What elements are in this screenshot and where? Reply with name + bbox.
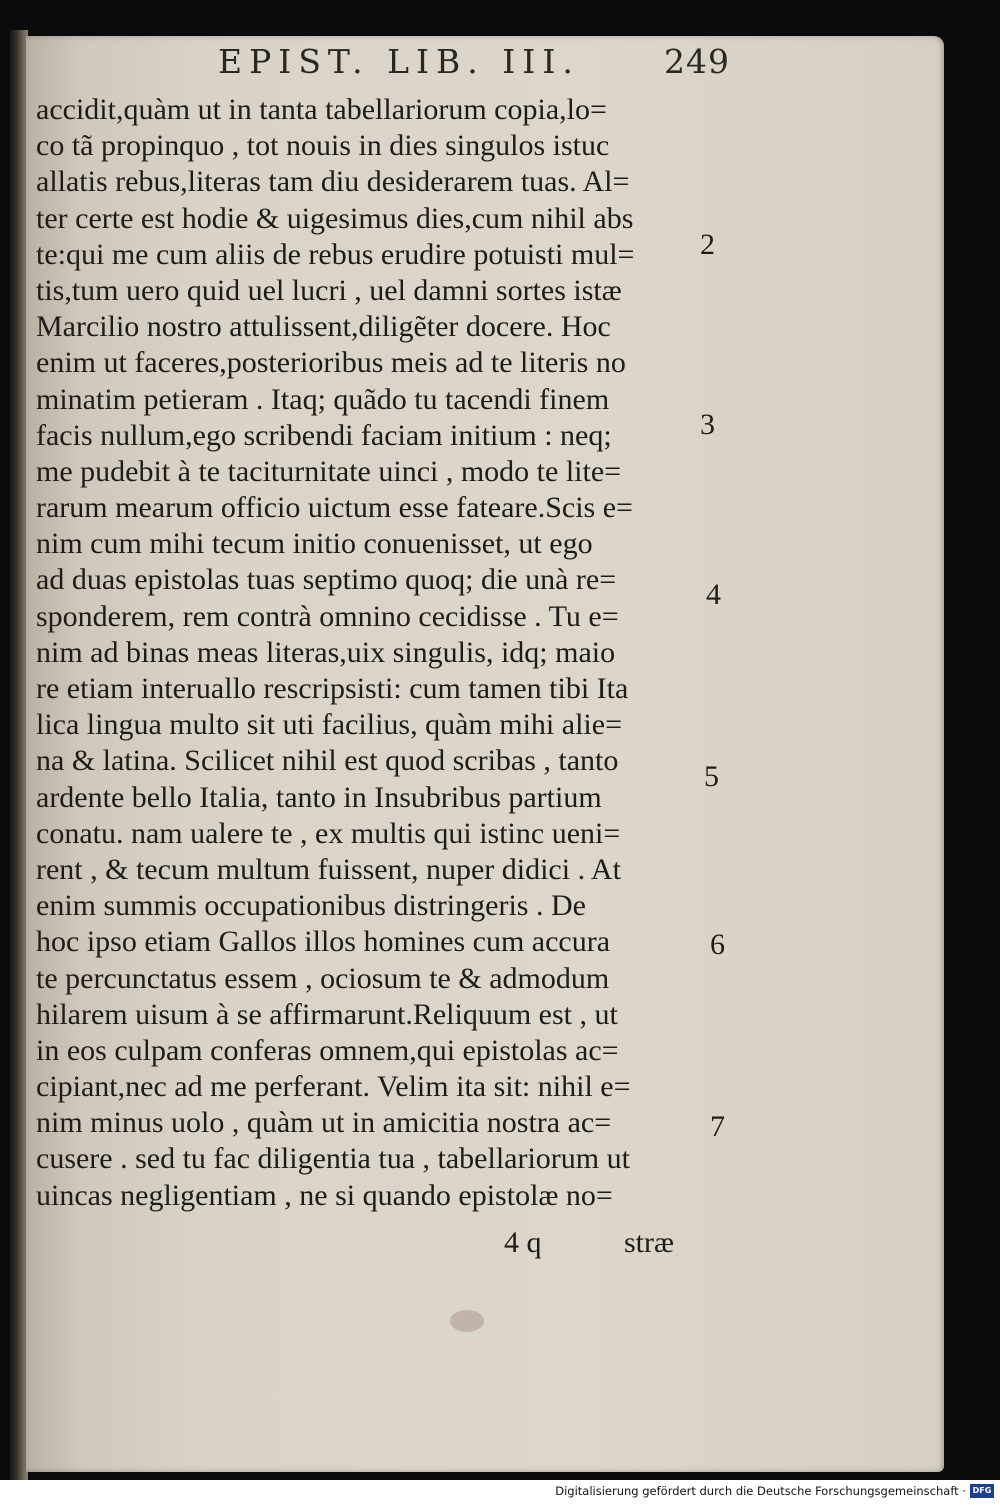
page-header <box>190 42 730 92</box>
text-line: hoc ipso etiam Gallos illos homines cum accura <box>36 925 611 959</box>
marginal-number: 5 <box>704 760 719 793</box>
text-line: nim cum mihi tecum initio conuenisset, ut ego <box>36 527 593 561</box>
text-line: enim summis occupationibus distringeris . De <box>36 889 586 923</box>
text-line: ardente bello Italia, tanto in Insubribus partium <box>36 780 602 814</box>
running-head: EPIST. LIB. III. <box>218 42 580 81</box>
catchline <box>36 1226 706 1266</box>
text-line: enim ut faceres,posterioribus meis ad te literis no <box>36 346 626 380</box>
text-line: nim ad binas meas literas,uix singulis, idq; maio <box>36 635 616 669</box>
signature-mark: 4 q <box>504 1226 542 1259</box>
text-line: conatu. nam ualere te , ex multis qui istinc ueni= <box>36 816 621 850</box>
text-line: sponderem, rem contrà omnino cecidisse . Tu e= <box>36 599 619 633</box>
text-line: re etiam interuallo rescripsisti: cum tamen tibi Ita <box>36 672 629 705</box>
text-line: te percunctatus essem , ociosum te & admodum <box>36 961 610 995</box>
dfg-logo: DFG <box>970 1484 994 1498</box>
text-line: na & latina. Scilicet nihil est quod scribas , tanto <box>36 744 619 778</box>
body-text <box>36 92 706 1214</box>
ink-stain <box>450 1310 484 1332</box>
digitization-credit: Digitalisierung gefördert durch die Deutsche Forschungsgemeinschaft · <box>555 1484 966 1498</box>
text-line: allatis rebus,literas tam diu desiderarem tuas. Al= <box>36 165 630 199</box>
text-line: ad duas epistolas tuas septimo quoq; die unà re= <box>36 563 617 597</box>
text-line: facis nullum,ego scribendi faciam initium : neq; <box>36 418 612 452</box>
marginal-number: 2 <box>700 228 715 261</box>
text-line: cipiant,nec ad me perferant. Velim ita sit: nihil e= <box>36 1070 631 1104</box>
marginal-number: 7 <box>710 1110 725 1143</box>
text-line: me pudebit à te taciturnitate uinci , modo te lite= <box>36 454 622 488</box>
text-line: te:qui me cum aliis de rebus erudire potuisti mul= <box>36 237 635 271</box>
text-line: tis,tum uero quid uel lucri , uel damni sortes istæ <box>36 273 622 307</box>
text-line: co tã propinquo , tot nouis in dies singulos istuc <box>36 129 610 163</box>
text-line: rent , & tecum multum fuissent, nuper didici . At <box>36 852 621 886</box>
text-line: rarum mearum officio uictum esse fateare.Scis e= <box>36 491 633 525</box>
text-line: accidit,quàm ut in tanta tabellariorum copia,lo= <box>36 93 607 126</box>
text-line: hilarem uisum à se affirmarunt.Reliquum est , ut <box>36 997 618 1031</box>
text-line: in eos culpam conferas omnem,qui epistolas ac= <box>36 1033 619 1067</box>
folio-number: 249 <box>664 42 730 81</box>
footer-bar <box>0 1480 1000 1505</box>
text-line: Marcilio nostro attulissent,diligẽter docere. Hoc <box>36 310 611 344</box>
text-line: uincas negligentiam , ne si quando epistolæ no= <box>36 1178 613 1212</box>
catchword: stræ <box>624 1226 675 1259</box>
text-line: nim minus uolo , quàm ut in amicitia nostra ac= <box>36 1106 612 1140</box>
marginal-number: 3 <box>700 408 715 441</box>
text-line: minatim petieram . Itaq; quãdo tu tacendi finem <box>36 382 610 416</box>
marginal-number: 4 <box>706 578 721 611</box>
marginal-number: 6 <box>710 928 725 961</box>
text-line: ter certe est hodie & uigesimus dies,cum nihil abs <box>36 201 634 235</box>
text-line: lica lingua multo sit uti facilius, quàm mihi alie= <box>36 708 622 742</box>
text-line: cusere . sed tu fac diligentia tua , tabellariorum ut <box>36 1142 630 1176</box>
